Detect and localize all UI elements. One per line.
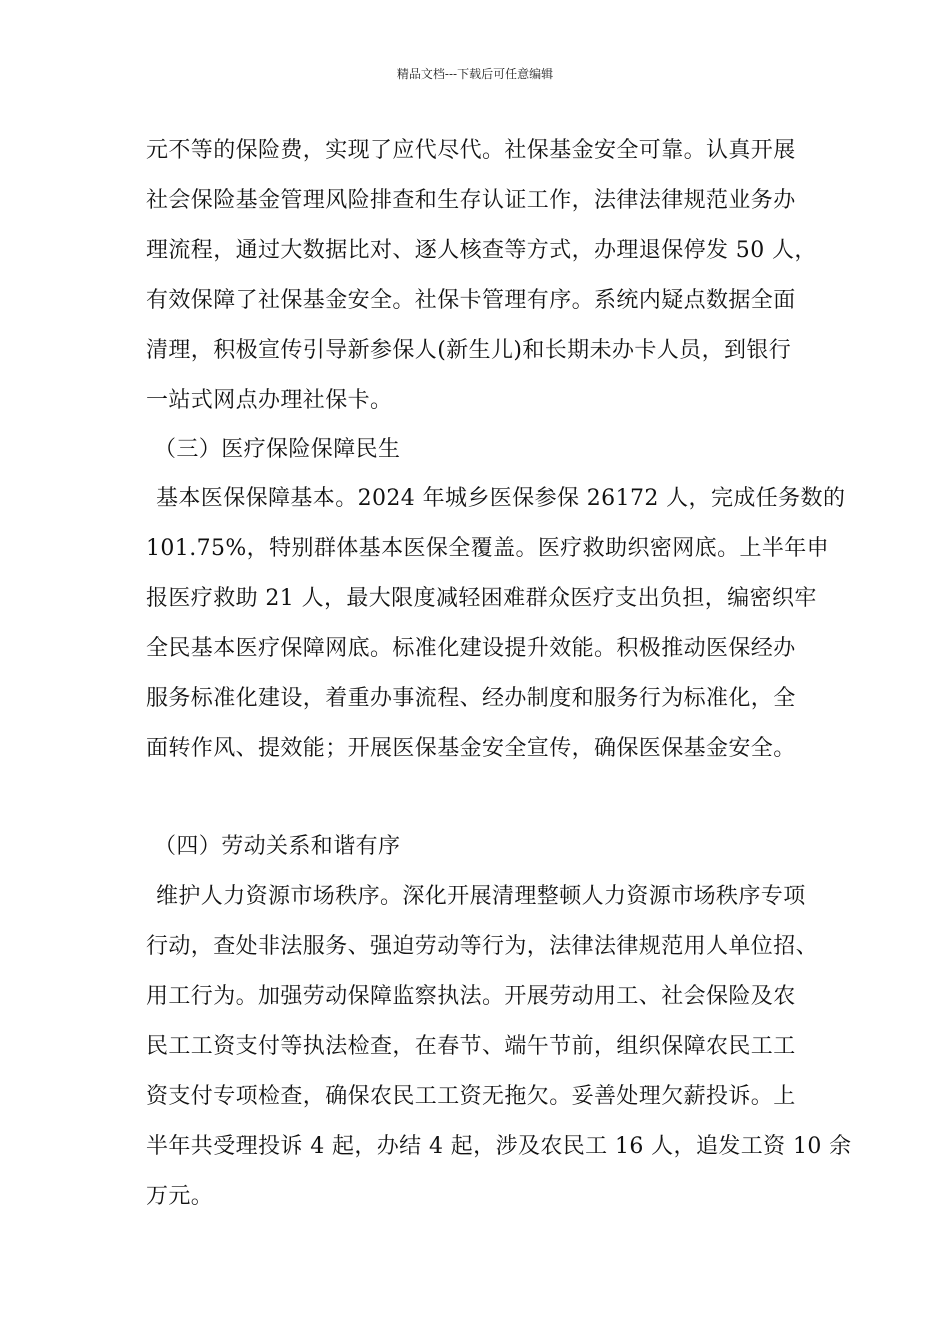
paragraph-line: 面转作风、提效能；开展医保基金安全宣传，确保医保基金安全。 <box>146 736 796 761</box>
section-heading: （四）劳动关系和谐有序 <box>154 834 401 859</box>
paragraph-line: 维护人力资源市场秩序。深化开展清理整顿人力资源市场秩序专项 <box>156 884 806 909</box>
paragraph-line: 清理，积极宣传引导新参保人(新生儿)和长期未办卡人员，到银行 <box>146 338 792 363</box>
paragraph-line: 101.75%，特别群体基本医保全覆盖。医疗救助织密网底。上半年申 <box>146 536 830 561</box>
paragraph-line: 行动，查处非法服务、强迫劳动等行为，法律法律规范用人单位招、 <box>146 934 819 959</box>
paragraph-line: 报医疗救助 21 人，最大限度减轻困难群众医疗支出负担，编密织牢 <box>146 586 817 611</box>
section-heading: （三）医疗保险保障民生 <box>154 437 401 462</box>
page-header: 精品文档---下载后可任意编辑 <box>396 67 554 81</box>
paragraph-line: 全民基本医疗保障网底。标准化建设提升效能。积极推动医保经办 <box>146 636 796 661</box>
paragraph-line: 用工行为。加强劳动保障监察执法。开展劳动用工、社会保险及农 <box>146 984 796 1009</box>
paragraph-line: 理流程，通过大数据比对、逐人核查等方式，办理退保停发 50 人， <box>146 238 817 263</box>
paragraph-line: 有效保障了社保基金安全。社保卡管理有序。系统内疑点数据全面 <box>146 288 796 313</box>
paragraph-line: 半年共受理投诉 4 起，办结 4 起，涉及农民工 16 人，追发工资 10 余 <box>146 1134 852 1159</box>
paragraph-line: 社会保险基金管理风险排查和生存认证工作，法律法律规范业务办 <box>146 188 796 213</box>
paragraph-line: 基本医保保障基本。2024 年城乡医保参保 26172 人，完成任务数的 <box>156 486 846 511</box>
paragraph-line: 一站式网点办理社保卡。 <box>146 388 393 413</box>
paragraph-line: 民工工资支付等执法检查，在春节、端午节前，组织保障农民工工 <box>146 1034 796 1059</box>
paragraph-line: 万元。 <box>146 1184 214 1209</box>
paragraph-line: 元不等的保险费，实现了应代尽代。社保基金安全可靠。认真开展 <box>146 138 796 163</box>
paragraph-line: 服务标准化建设，着重办事流程、经办制度和服务行为标准化，全 <box>146 686 796 711</box>
paragraph-line: 资支付专项检查，确保农民工工资无拖欠。妥善处理欠薪投诉。上 <box>146 1084 796 1109</box>
